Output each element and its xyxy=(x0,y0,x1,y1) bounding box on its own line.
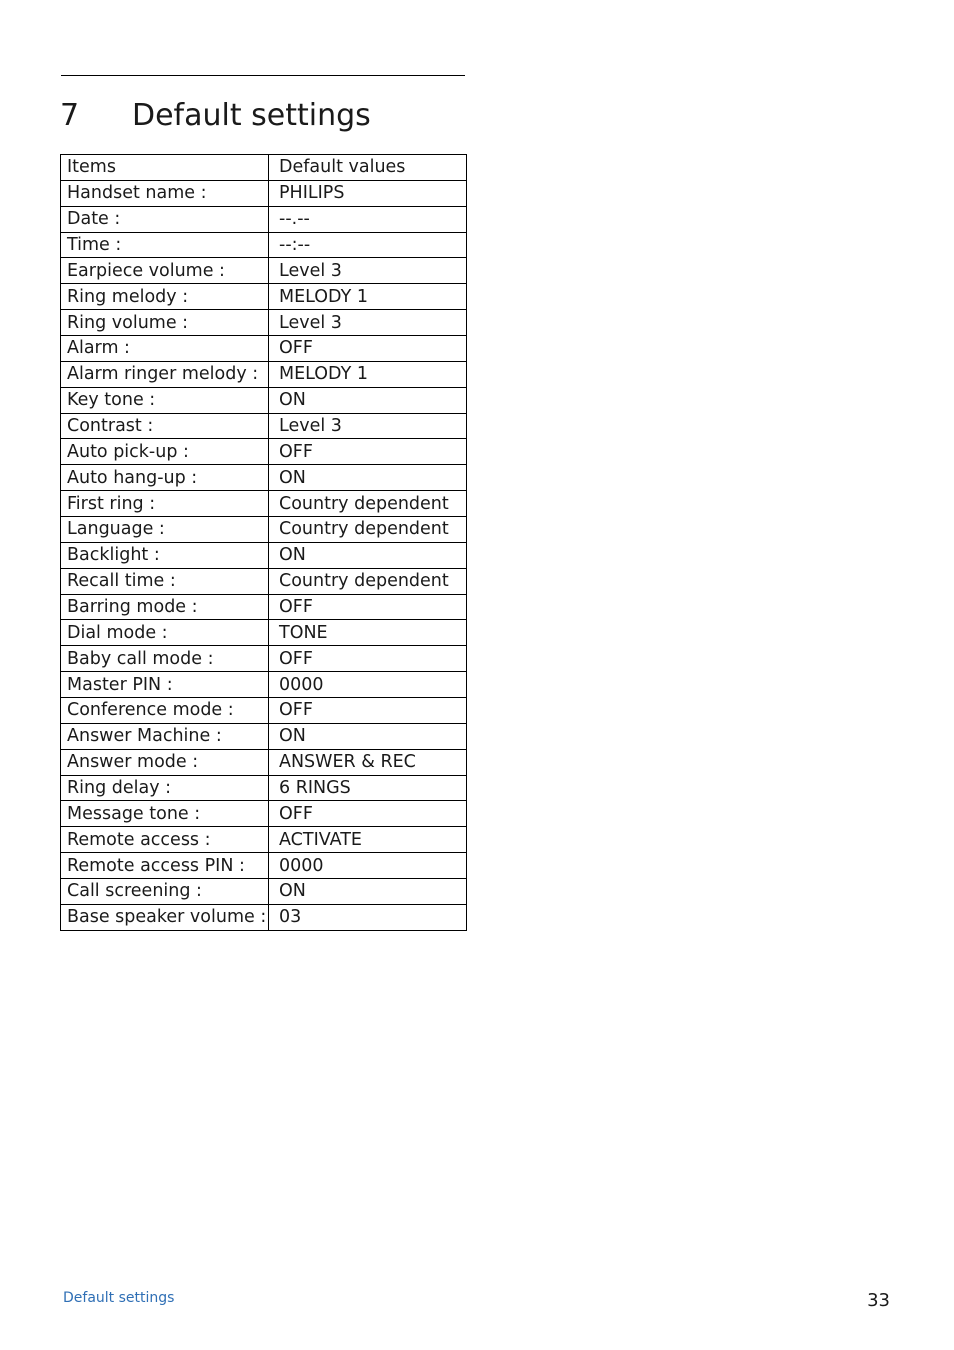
setting-default-value: Level 3 xyxy=(269,258,467,284)
setting-item: Ring volume : xyxy=(61,310,269,336)
setting-item: Date : xyxy=(61,206,269,232)
setting-item: Answer mode : xyxy=(61,749,269,775)
setting-default-value: PHILIPS xyxy=(269,180,467,206)
setting-default-value: OFF xyxy=(269,801,467,827)
table-row xyxy=(61,698,467,724)
setting-default-value: ON xyxy=(269,723,467,749)
table-row xyxy=(61,180,467,206)
setting-default-value: 03 xyxy=(269,904,467,930)
setting-default-value: 6 RINGS xyxy=(269,775,467,801)
setting-item: Call screening : xyxy=(61,879,269,905)
default-settings-table xyxy=(60,154,467,931)
setting-item: Master PIN : xyxy=(61,672,269,698)
table-row xyxy=(61,258,467,284)
table-row xyxy=(61,517,467,543)
table-row xyxy=(61,387,467,413)
setting-default-value: TONE xyxy=(269,620,467,646)
table-row xyxy=(61,284,467,310)
setting-item: Message tone : xyxy=(61,801,269,827)
setting-default-value: Country dependent xyxy=(269,517,467,543)
column-header-items: Items xyxy=(61,155,269,181)
setting-default-value: ON xyxy=(269,542,467,568)
setting-item: Alarm ringer melody : xyxy=(61,361,269,387)
table-row xyxy=(61,749,467,775)
setting-default-value: MELODY 1 xyxy=(269,284,467,310)
setting-default-value: --:-- xyxy=(269,232,467,258)
setting-default-value: OFF xyxy=(269,646,467,672)
column-header-default-values: Default values xyxy=(269,155,467,181)
section-title: Default settings xyxy=(132,98,371,133)
page-title xyxy=(60,96,371,136)
setting-item: Handset name : xyxy=(61,180,269,206)
setting-default-value: MELODY 1 xyxy=(269,361,467,387)
setting-default-value: --.-- xyxy=(269,206,467,232)
table-row xyxy=(61,568,467,594)
table-row xyxy=(61,491,467,517)
setting-item: Language : xyxy=(61,517,269,543)
setting-item: Remote access : xyxy=(61,827,269,853)
table-row xyxy=(61,775,467,801)
setting-default-value: OFF xyxy=(269,336,467,362)
setting-default-value: OFF xyxy=(269,594,467,620)
setting-default-value: OFF xyxy=(269,698,467,724)
table-row xyxy=(61,465,467,491)
setting-item: Time : xyxy=(61,232,269,258)
table-row xyxy=(61,801,467,827)
top-rule xyxy=(61,75,465,76)
table-row xyxy=(61,620,467,646)
setting-item: Conference mode : xyxy=(61,698,269,724)
setting-default-value: Level 3 xyxy=(269,413,467,439)
setting-default-value: Country dependent xyxy=(269,568,467,594)
table-row xyxy=(61,310,467,336)
setting-default-value: ON xyxy=(269,879,467,905)
setting-item: Barring mode : xyxy=(61,594,269,620)
setting-item: Earpiece volume : xyxy=(61,258,269,284)
table-row xyxy=(61,361,467,387)
setting-item: Dial mode : xyxy=(61,620,269,646)
table-row xyxy=(61,672,467,698)
setting-item: Base speaker volume : xyxy=(61,904,269,930)
setting-item: Contrast : xyxy=(61,413,269,439)
table-row xyxy=(61,439,467,465)
table-row xyxy=(61,827,467,853)
setting-item: Ring melody : xyxy=(61,284,269,310)
table-row xyxy=(61,904,467,930)
setting-item: Baby call mode : xyxy=(61,646,269,672)
setting-default-value: ANSWER & REC xyxy=(269,749,467,775)
setting-item: Key tone : xyxy=(61,387,269,413)
setting-item: Alarm : xyxy=(61,336,269,362)
footer-section-name: Default settings xyxy=(63,1290,175,1306)
table-row xyxy=(61,723,467,749)
section-number: 7 xyxy=(60,98,80,133)
setting-default-value: 0000 xyxy=(269,672,467,698)
table-row xyxy=(61,542,467,568)
setting-item: Recall time : xyxy=(61,568,269,594)
setting-item: Backlight : xyxy=(61,542,269,568)
table-row xyxy=(61,232,467,258)
setting-default-value: OFF xyxy=(269,439,467,465)
setting-item: Auto pick-up : xyxy=(61,439,269,465)
table-header-row xyxy=(61,155,467,181)
setting-default-value: ACTIVATE xyxy=(269,827,467,853)
table-row xyxy=(61,594,467,620)
table-row xyxy=(61,206,467,232)
setting-item: Ring delay : xyxy=(61,775,269,801)
page-number: 33 xyxy=(867,1290,890,1311)
setting-default-value: Country dependent xyxy=(269,491,467,517)
setting-item: Remote access PIN : xyxy=(61,853,269,879)
setting-default-value: 0000 xyxy=(269,853,467,879)
table-row xyxy=(61,413,467,439)
table-row xyxy=(61,336,467,362)
setting-default-value: ON xyxy=(269,465,467,491)
setting-item: First ring : xyxy=(61,491,269,517)
setting-item: Auto hang-up : xyxy=(61,465,269,491)
table-row xyxy=(61,879,467,905)
setting-item: Answer Machine : xyxy=(61,723,269,749)
setting-default-value: Level 3 xyxy=(269,310,467,336)
table-row xyxy=(61,853,467,879)
setting-default-value: ON xyxy=(269,387,467,413)
table-row xyxy=(61,646,467,672)
